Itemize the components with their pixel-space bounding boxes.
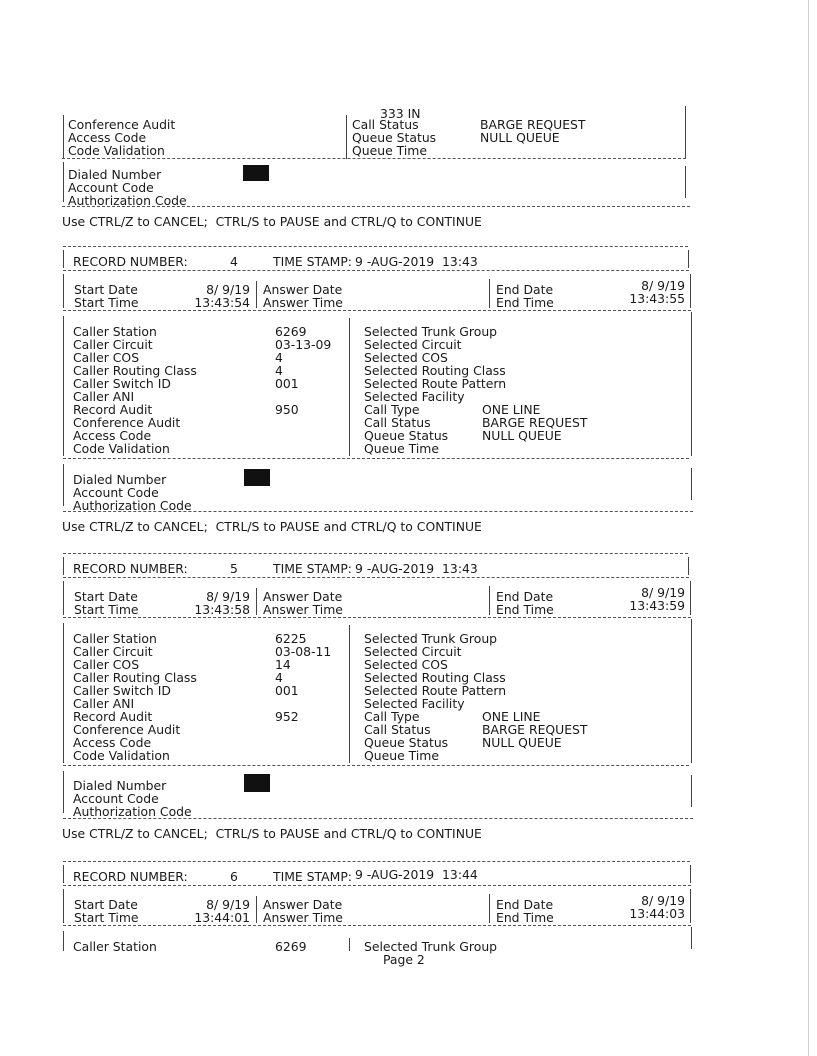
end-time-label: End Time xyxy=(496,295,554,310)
time-stamp: 9 -AUG-2019 13:43 xyxy=(355,254,478,269)
end-time-label: End Time xyxy=(496,602,554,617)
selected-cos-label: Selected COS xyxy=(364,350,448,365)
record-number: 6 xyxy=(230,869,238,884)
queue-status-value: NULL QUEUE xyxy=(480,130,560,145)
border-left xyxy=(63,115,64,159)
access-code-label: Access Code xyxy=(68,130,147,145)
redaction-block xyxy=(243,165,269,181)
access-code-label: Access Code xyxy=(73,735,152,750)
call-type-label: Call Type xyxy=(364,709,420,724)
call-status-label: Call Status xyxy=(364,722,431,737)
answer-time-label: Answer Time xyxy=(263,910,343,925)
extension-line: 333 IN xyxy=(380,106,421,121)
end-time-label: End Time xyxy=(496,910,554,925)
column-divider xyxy=(489,894,490,923)
section-divider xyxy=(63,310,691,311)
caller-cos-label: Caller COS xyxy=(73,350,140,365)
start-date-label: Start Date xyxy=(74,282,138,297)
caller-routing-class-label: Caller Routing Class xyxy=(73,670,197,685)
end-date: 8/ 9/19 xyxy=(641,893,685,908)
column-divider xyxy=(349,938,350,951)
redaction-block xyxy=(244,774,270,792)
selected-route-pattern-label: Selected Route Pattern xyxy=(364,376,507,391)
border-left xyxy=(63,464,64,506)
column-divider xyxy=(346,115,347,159)
section-divider xyxy=(63,511,693,512)
record-audit-label: Record Audit xyxy=(73,402,153,417)
record-top-border xyxy=(63,553,688,554)
section-divider xyxy=(63,765,689,766)
border-right xyxy=(690,581,691,615)
selected-trunk-group-label: Selected Trunk Group xyxy=(364,939,498,954)
column-divider xyxy=(256,281,257,308)
call-status-value: BARGE REQUEST xyxy=(482,722,588,737)
record-audit-value: 952 xyxy=(275,709,299,724)
queue-status-label: Queue Status xyxy=(364,735,449,750)
border-right xyxy=(690,865,691,883)
selected-circuit-label: Selected Circuit xyxy=(364,644,462,659)
end-date-label: End Date xyxy=(496,589,554,604)
end-date: 8/ 9/19 xyxy=(641,585,685,600)
border-right xyxy=(688,557,689,575)
column-divider xyxy=(256,588,257,615)
caller-cos-value: 14 xyxy=(275,657,291,672)
caller-switch-id-value: 001 xyxy=(275,376,299,391)
border-left xyxy=(63,557,64,575)
answer-time-label: Answer Time xyxy=(263,295,343,310)
conference-audit-label: Conference Audit xyxy=(73,722,181,737)
record-number-label: RECORD NUMBER: xyxy=(73,254,188,269)
border-left xyxy=(63,581,64,615)
dialed-number-label: Dialed Number xyxy=(73,778,167,793)
continue-prompt: Use CTRL/Z to CANCEL; CTRL/S to PAUSE and CTRL/Q to CONTINUE xyxy=(62,826,482,841)
page-number: Page 2 xyxy=(383,952,425,967)
column-divider xyxy=(349,318,350,456)
start-date: 8/ 9/19 xyxy=(206,282,250,297)
end-date-label: End Date xyxy=(496,282,554,297)
caller-station-value: 6269 xyxy=(275,324,307,339)
record-number-label: RECORD NUMBER: xyxy=(73,561,188,576)
queue-time-label: Queue Time xyxy=(364,441,439,456)
start-date-label: Start Date xyxy=(74,897,138,912)
caller-routing-class-label: Caller Routing Class xyxy=(73,363,197,378)
border-left xyxy=(63,771,64,813)
code-validation-label: Code Validation xyxy=(68,143,165,158)
authorization-code-label: Authorization Code xyxy=(73,804,192,819)
column-divider xyxy=(489,586,490,615)
caller-routing-class-value: 4 xyxy=(275,363,283,378)
border-left xyxy=(63,889,64,923)
continue-prompt: Use CTRL/Z to CANCEL; CTRL/S to PAUSE and CTRL/Q to CONTINUE xyxy=(62,519,482,534)
call-status-label: Call Status xyxy=(364,415,431,430)
column-divider xyxy=(256,896,257,923)
answer-date-label: Answer Date xyxy=(263,897,343,912)
queue-status-value: NULL QUEUE xyxy=(482,735,562,750)
time-stamp: 9 -AUG-2019 13:43 xyxy=(355,561,478,576)
caller-station-value: 6269 xyxy=(275,939,307,954)
caller-station-value: 6225 xyxy=(275,631,307,646)
border-right xyxy=(685,166,686,198)
end-time: 13:43:55 xyxy=(629,291,685,306)
caller-routing-class-value: 4 xyxy=(275,670,283,685)
selected-facility-label: Selected Facility xyxy=(364,389,465,404)
start-time-label: Start Time xyxy=(74,295,139,310)
border-right xyxy=(691,468,692,500)
call-status-label: Call Status xyxy=(352,117,419,132)
caller-circuit-value: 03-13-09 xyxy=(275,337,332,352)
border-left xyxy=(63,623,64,763)
section-divider xyxy=(63,818,693,819)
end-date: 8/ 9/19 xyxy=(641,278,685,293)
end-time: 13:44:03 xyxy=(629,906,685,921)
queue-status-label: Queue Status xyxy=(352,130,437,145)
start-time: 13:44:01 xyxy=(194,910,250,925)
caller-circuit-label: Caller Circuit xyxy=(73,337,153,352)
caller-cos-label: Caller COS xyxy=(73,657,140,672)
code-validation-label: Code Validation xyxy=(73,441,170,456)
selected-routing-class-label: Selected Routing Class xyxy=(364,670,506,685)
conference-audit-label: Conference Audit xyxy=(73,415,181,430)
selected-trunk-group-label: Selected Trunk Group xyxy=(364,631,498,646)
record-number: 5 xyxy=(230,561,238,576)
selected-routing-class-label: Selected Routing Class xyxy=(364,363,506,378)
caller-station-label: Caller Station xyxy=(73,631,157,646)
section-divider xyxy=(63,925,691,926)
caller-ani-label: Caller ANI xyxy=(73,389,135,404)
queue-time-label: Queue Time xyxy=(352,143,427,158)
border-left xyxy=(63,162,64,202)
column-divider xyxy=(349,625,350,763)
answer-date-label: Answer Date xyxy=(263,282,343,297)
conference-audit-label: Conference Audit xyxy=(68,117,176,132)
record-top-border xyxy=(63,861,690,862)
caller-ani-label: Caller ANI xyxy=(73,696,135,711)
redaction-block xyxy=(244,469,270,486)
start-time-label: Start Time xyxy=(74,602,139,617)
caller-station-label: Caller Station xyxy=(73,939,157,954)
section-divider xyxy=(63,270,689,271)
section-divider xyxy=(63,577,689,578)
border-right xyxy=(690,889,691,923)
call-status-value: BARGE REQUEST xyxy=(480,117,586,132)
selected-trunk-group-label: Selected Trunk Group xyxy=(364,324,498,339)
call-type-value: ONE LINE xyxy=(482,402,541,417)
record-top-border xyxy=(63,246,688,247)
dialed-number-label: Dialed Number xyxy=(68,167,162,182)
section-divider xyxy=(62,206,690,207)
call-status-value: BARGE REQUEST xyxy=(482,415,588,430)
start-date-label: Start Date xyxy=(74,589,138,604)
selected-facility-label: Selected Facility xyxy=(364,696,465,711)
authorization-code-label: Authorization Code xyxy=(73,498,192,513)
selected-circuit-label: Selected Circuit xyxy=(364,337,462,352)
start-time: 13:43:54 xyxy=(194,295,250,310)
caller-cos-value: 4 xyxy=(275,350,283,365)
section-divider xyxy=(63,617,691,618)
answer-date-label: Answer Date xyxy=(263,589,343,604)
account-code-label: Account Code xyxy=(73,485,159,500)
border-left xyxy=(63,250,64,268)
queue-status-value: NULL QUEUE xyxy=(482,428,562,443)
border-left xyxy=(63,316,64,456)
border-right xyxy=(691,312,692,456)
queue-status-label: Queue Status xyxy=(364,428,449,443)
record-audit-value: 950 xyxy=(275,402,299,417)
record-number-label: RECORD NUMBER: xyxy=(73,869,188,884)
section-divider xyxy=(63,885,691,886)
border-left xyxy=(63,931,64,951)
authorization-code-label: Authorization Code xyxy=(68,193,187,208)
start-date: 8/ 9/19 xyxy=(206,897,250,912)
continue-prompt: Use CTRL/Z to CANCEL; CTRL/S to PAUSE and CTRL/Q to CONTINUE xyxy=(62,214,482,229)
time-stamp-label: TIME STAMP: xyxy=(273,561,352,576)
border-right xyxy=(685,106,686,159)
start-date: 8/ 9/19 xyxy=(206,589,250,604)
border-right xyxy=(688,250,689,268)
end-time: 13:43:59 xyxy=(629,598,685,613)
dialed-number-label: Dialed Number xyxy=(73,472,167,487)
caller-station-label: Caller Station xyxy=(73,324,157,339)
access-code-label: Access Code xyxy=(73,428,152,443)
border-right xyxy=(691,927,692,949)
border-left xyxy=(63,865,64,883)
time-stamp: 9 -AUG-2019 13:44 xyxy=(355,867,478,882)
border-right xyxy=(690,274,691,308)
caller-switch-id-label: Caller Switch ID xyxy=(73,683,171,698)
section-divider xyxy=(62,158,686,159)
queue-time-label: Queue Time xyxy=(364,748,439,763)
account-code-label: Account Code xyxy=(73,791,159,806)
scan-edge xyxy=(808,0,809,1056)
border-right xyxy=(691,619,692,763)
caller-circuit-label: Caller Circuit xyxy=(73,644,153,659)
code-validation-label: Code Validation xyxy=(73,748,170,763)
time-stamp-label: TIME STAMP: xyxy=(273,254,352,269)
caller-circuit-value: 03-08-11 xyxy=(275,644,332,659)
time-stamp-label: TIME STAMP: xyxy=(273,869,352,884)
end-date-label: End Date xyxy=(496,897,554,912)
selected-route-pattern-label: Selected Route Pattern xyxy=(364,683,507,698)
call-type-label: Call Type xyxy=(364,402,420,417)
caller-switch-id-value: 001 xyxy=(275,683,299,698)
border-left xyxy=(63,274,64,308)
record-audit-label: Record Audit xyxy=(73,709,153,724)
account-code-label: Account Code xyxy=(68,180,154,195)
caller-switch-id-label: Caller Switch ID xyxy=(73,376,171,391)
record-number: 4 xyxy=(230,254,238,269)
column-divider xyxy=(489,279,490,308)
start-time-label: Start Time xyxy=(74,910,139,925)
border-right xyxy=(691,775,692,807)
section-divider xyxy=(63,458,689,459)
start-time: 13:43:58 xyxy=(194,602,250,617)
call-type-value: ONE LINE xyxy=(482,709,541,724)
answer-time-label: Answer Time xyxy=(263,602,343,617)
selected-cos-label: Selected COS xyxy=(364,657,448,672)
